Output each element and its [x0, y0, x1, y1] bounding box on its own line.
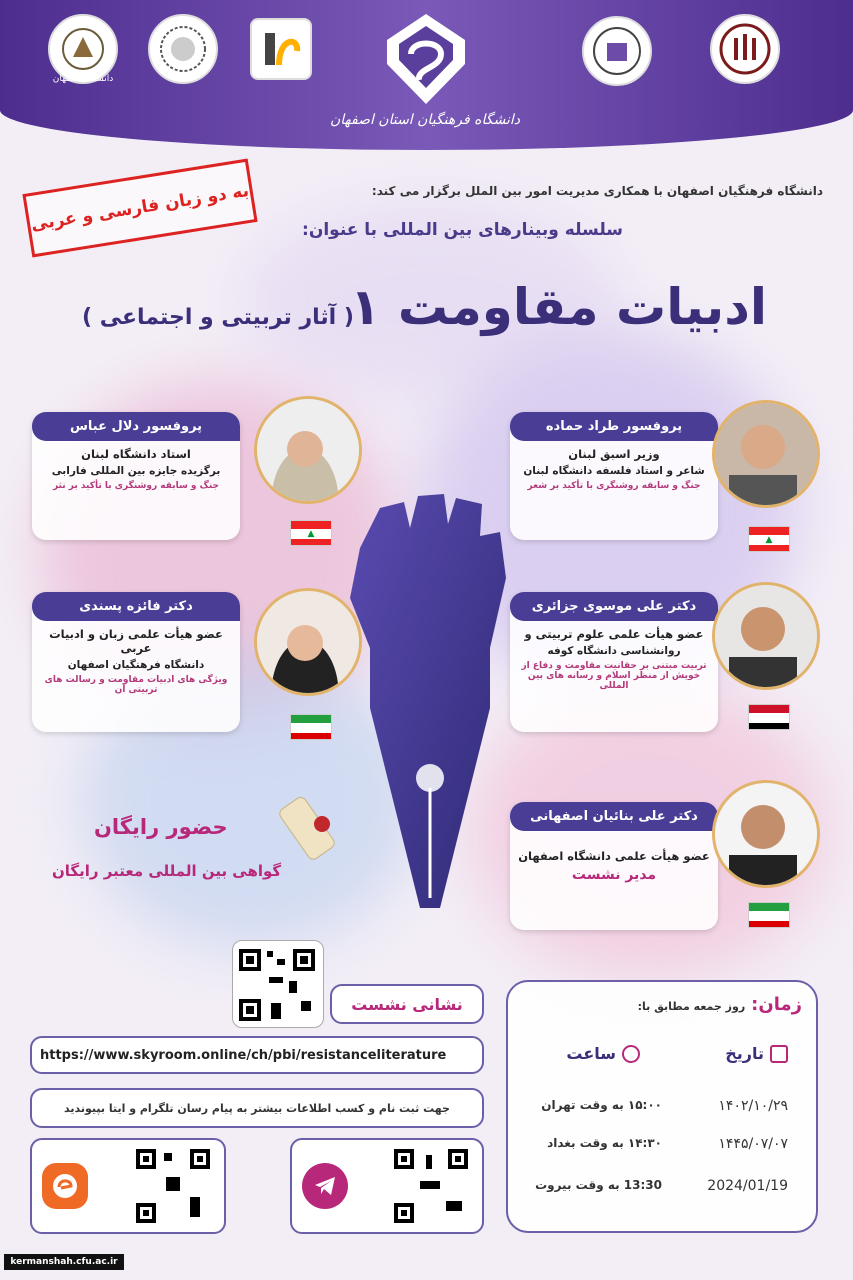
speaker-role: عضو هیأت علمی علوم تربیتی و: [524, 627, 704, 641]
jamea-logo-icon: [710, 14, 780, 84]
schedule-row: [508, 1098, 816, 1122]
speaker-affiliation: دانشگاه فرهنگیان اصفهان: [67, 659, 205, 671]
eitaa-icon[interactable]: [42, 1163, 88, 1209]
speaker-photo: [712, 582, 820, 690]
iraq-flag-icon: [748, 704, 790, 730]
page-subtitle: ( آثار تربیتی و اجتماعی ): [82, 305, 354, 330]
farhangian-logo-icon: [376, 8, 476, 108]
speaker-name: دکتر علی موسوی جزائری: [510, 592, 718, 621]
university-name: دانشگاه فرهنگیان استان اصفهان: [330, 112, 520, 128]
schedule-date: ۱۴۰۲/۱۰/۲۹: [718, 1098, 788, 1114]
seal-logo-icon: [148, 14, 218, 84]
telegram-qr-code[interactable]: [390, 1145, 472, 1227]
speaker-card: [510, 592, 718, 732]
lebanon-flag-icon: ▲: [290, 520, 332, 546]
speaker-photo: [712, 400, 820, 508]
page-title: ادبیات مقاومت ۱: [349, 278, 767, 336]
eitaa-box[interactable]: [30, 1138, 226, 1234]
speaker-name: دکتر علی بنائیان اصفهانی: [510, 802, 718, 831]
speaker-card: [32, 412, 240, 540]
register-info: [30, 1088, 484, 1128]
speaker-topic: ویژگی های ادبیات مقاومت و رسالت های تربیتی آن: [44, 675, 228, 695]
intro-text: دانشگاه فرهنگیان اصفهان با همکاری مدیریت امور بین الملل برگزار می کند:: [371, 184, 823, 198]
speaker-role: استاد دانشگاه لبنان: [81, 447, 191, 461]
header-band: [0, 0, 853, 150]
teacher-education-university-logo-icon: [582, 16, 652, 86]
iran-flag-icon: [748, 902, 790, 928]
iran-flag-icon: [290, 714, 332, 740]
schedule-row: [508, 1178, 816, 1202]
speaker-name: دکتر فائزه پسندی: [32, 592, 240, 621]
calendar-icon: [770, 1045, 788, 1063]
speaker-card: [32, 592, 240, 732]
speaker-photo: [254, 396, 362, 504]
session-moderator-label: مدیر نشست: [571, 867, 657, 883]
pbi-logo-icon: [250, 18, 312, 80]
alarm-clock-icon: [622, 1045, 640, 1063]
register-text: جهت ثبت نام و کسب اطلاعات بیشتر به پیام رسان تلگرام و ایتا بپیوندید: [64, 1101, 450, 1115]
day-text: روز جمعه مطابق با:: [637, 1000, 746, 1013]
schedule-date: ۱۴۴۵/۰۷/۰۷: [718, 1136, 788, 1152]
speaker-card: [510, 412, 718, 540]
schedule-row: [508, 1136, 816, 1160]
speaker-name: پروفسور طراد حماده: [510, 412, 718, 441]
lebanon-flag-icon: ▲: [748, 526, 790, 552]
fist-pen-icon: [340, 488, 520, 918]
session-qr-code[interactable]: [232, 940, 324, 1028]
date-header: تاریخ: [725, 1044, 764, 1063]
language-stamp: به دو زبان فارسی و عربی: [22, 159, 257, 258]
speaker-name: پروفسور دلال عباس: [32, 412, 240, 441]
speaker-affiliation: روانشناسی دانشگاه کوفه: [547, 645, 681, 657]
speaker-role: عضو هیأت علمی زبان و ادبیات عربی: [49, 627, 223, 655]
schedule-date: 2024/01/19: [707, 1178, 788, 1194]
speaker-affiliation: برگزیده جایزه بین المللی فارابی: [51, 465, 221, 477]
speaker-photo: [254, 588, 362, 696]
telegram-icon[interactable]: [302, 1163, 348, 1209]
schedule-time: ۱۵:۰۰ به وقت تهران: [541, 1098, 662, 1112]
speaker-topic: تربیت مبتنی بر حقانیت مقاومت و دفاع از خویش از منظر اسلام و رسانه های بین المللی: [521, 661, 707, 691]
free-certificate: گواهی بین المللی معتبر رایگان: [52, 862, 282, 880]
session-url[interactable]: https://www.skyroom.online/ch/pbi/resistanceliterature: [40, 1047, 447, 1063]
speaker-topic: جنگ و سابقه روشنگری با تأکید بر نثر: [52, 481, 220, 491]
session-link[interactable]: [30, 1036, 484, 1074]
series-title: سلسله وبینارهای بین المللی با عنوان:: [302, 220, 623, 240]
speaker-card: [510, 802, 718, 930]
schedule-time: 13:30 به وقت بیروت: [535, 1178, 662, 1192]
free-attendance: حضور رایگان: [94, 815, 228, 839]
schedule-time: ۱۴:۳۰ به وقت بغداد: [547, 1136, 662, 1150]
eitaa-qr-code[interactable]: [132, 1145, 214, 1227]
speaker-role: وزیر اسبق لبنان: [568, 447, 660, 461]
speaker-photo: [712, 780, 820, 888]
footer-url[interactable]: kermanshah.cfu.ac.ir: [4, 1254, 124, 1270]
session-address-text: نشانی نشست: [351, 994, 463, 1014]
telegram-box[interactable]: [290, 1138, 484, 1234]
schedule-box: [506, 980, 818, 1233]
speaker-role: عضو هیأت علمی دانشگاه اصفهان: [518, 849, 710, 863]
session-address-label: [330, 984, 484, 1024]
speaker-affiliation: شاعر و استاد فلسفه دانشگاه لبنان: [523, 465, 705, 477]
time-label: زمان:: [751, 994, 802, 1015]
time-header: ساعت: [566, 1044, 616, 1063]
logo-label: دانشگاه اصفهان: [52, 74, 114, 84]
speaker-topic: جنگ و سابقه روشنگری با تأکید بر شعر: [527, 481, 701, 491]
certificate-scroll-icon: [276, 782, 356, 860]
